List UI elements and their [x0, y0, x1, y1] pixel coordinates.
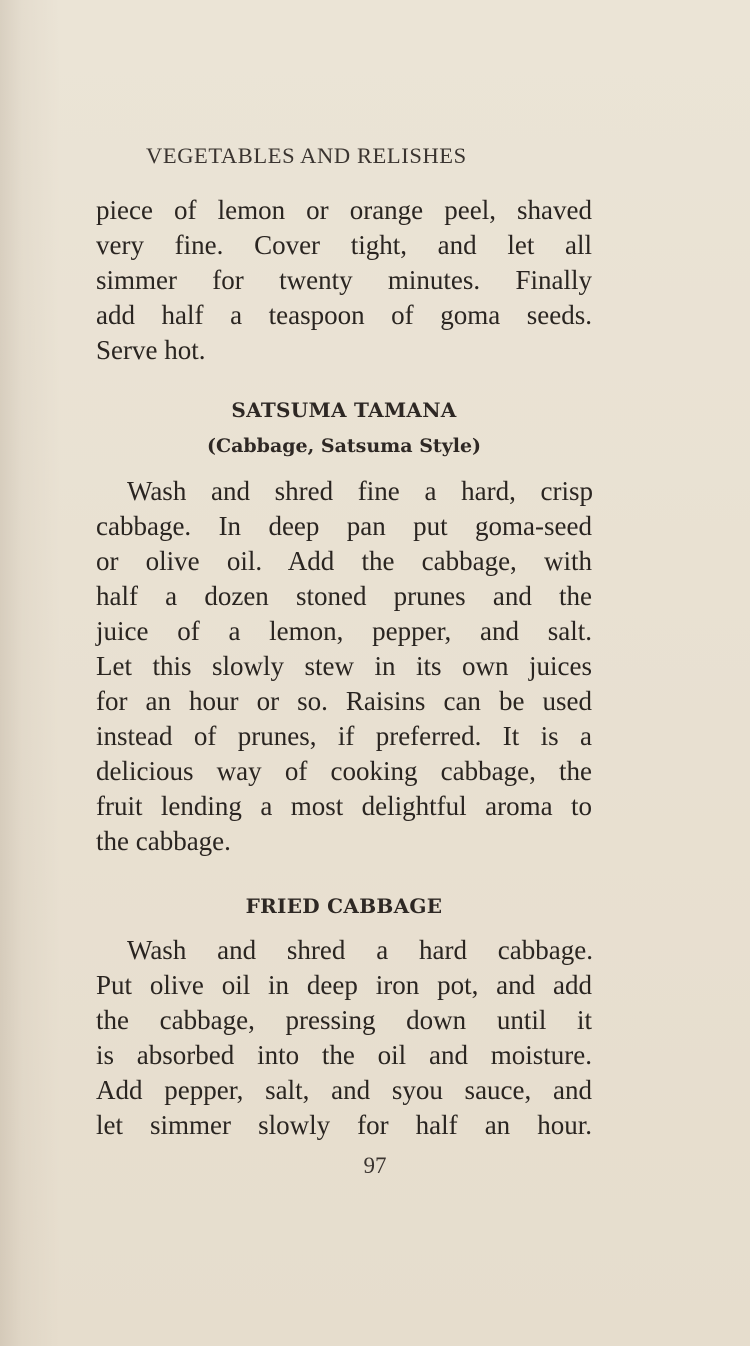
- recipe-line: delicious way of cooking cabbage, the: [96, 756, 592, 786]
- recipe-line: Wash and shred fine a hard, crisp: [127, 476, 593, 506]
- recipe-line: let simmer slowly for half an hour.: [96, 1110, 592, 1140]
- recipe-line: Let this slowly stew in its own juices: [96, 651, 592, 681]
- recipe-line: the cabbage, pressing down until it: [96, 1005, 592, 1035]
- recipe-title: FRIED CABBAGE: [245, 894, 443, 918]
- recipe-subtitle: (Cabbage, Satsuma Style): [206, 435, 482, 457]
- recipe-line: Add pepper, salt, and syou sauce, and: [96, 1075, 592, 1105]
- recipe-line: fruit lending a most delightful aroma to: [96, 791, 592, 821]
- recipe-line: cabbage. In deep pan put goma-seed: [96, 511, 592, 541]
- recipe-line: Put olive oil in deep iron pot, and add: [96, 970, 592, 1000]
- recipe-line: the cabbage.: [96, 826, 231, 856]
- continuation-line: very fine. Cover tight, and let all: [96, 230, 592, 260]
- recipe-line: Wash and shred a hard cabbage.: [127, 935, 593, 965]
- recipe-line: half a dozen stoned prunes and the: [96, 581, 592, 611]
- continuation-line: Serve hot.: [96, 335, 206, 365]
- recipe-line: instead of prunes, if preferred. It is a: [96, 721, 592, 751]
- recipe-line: or olive oil. Add the cabbage, with: [96, 546, 592, 576]
- recipe-line: for an hour or so. Raisins can be used: [96, 686, 592, 716]
- page-number: 97: [363, 1153, 387, 1178]
- recipe-line: juice of a lemon, pepper, and salt.: [96, 616, 592, 646]
- continuation-line: piece of lemon or orange peel, shaved: [96, 195, 592, 225]
- continuation-line: simmer for twenty minutes. Finally: [96, 265, 592, 295]
- recipe-title: SATSUMA TAMANA: [231, 398, 457, 422]
- running-head: VEGETABLES AND RELISHES: [146, 143, 467, 168]
- recipe-line: is absorbed into the oil and moisture.: [96, 1040, 592, 1070]
- continuation-line: add half a teaspoon of goma seeds.: [96, 300, 592, 330]
